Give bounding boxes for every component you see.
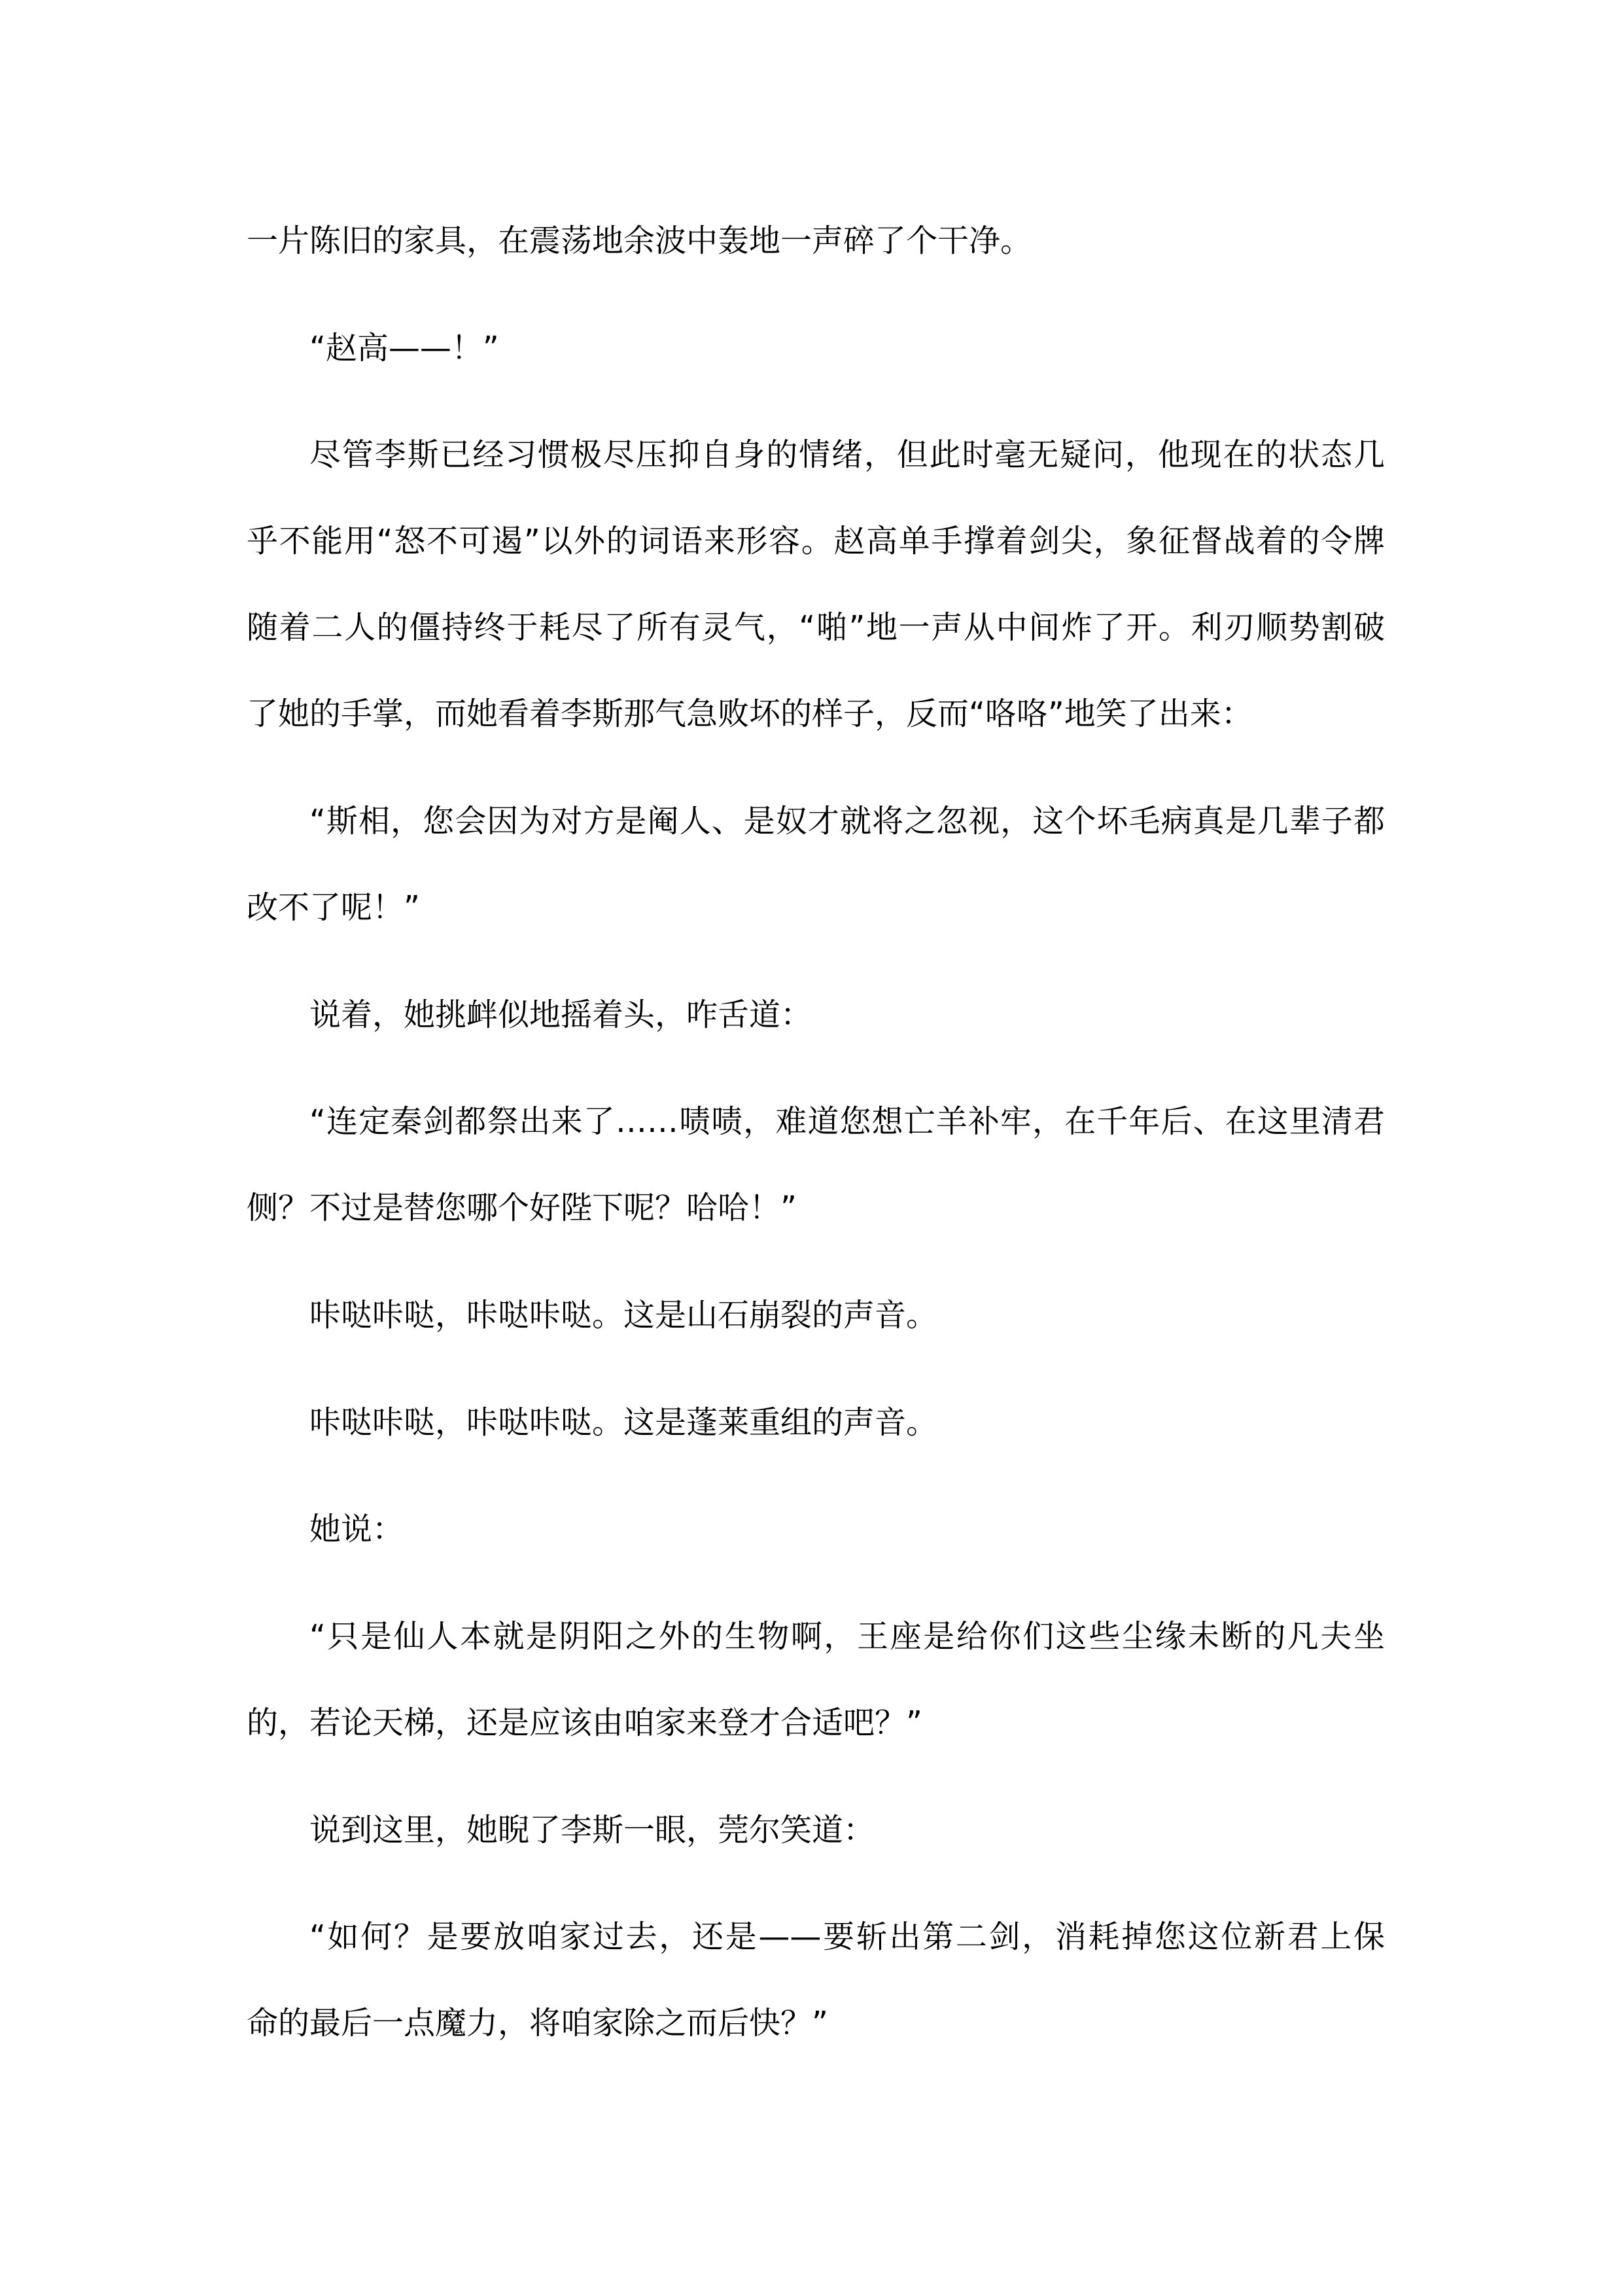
document-page [247, 0, 1385, 2296]
text-line: 她说： [309, 1511, 404, 1547]
text-line: 命的最后一点魔力，将咱家除之而后快？” [247, 2005, 828, 2041]
text-line: 的，若论天梯，还是应该由咱家来登才合适吧？” [247, 1704, 922, 1741]
text-line: 说着，她挑衅似地摇着头，咋舌道： [309, 997, 812, 1033]
text-line: “如何？是要放咱家过去，还是——要斩出第二剑，消耗掉您这位新君上保 [309, 1918, 1385, 1955]
text-line: 乎不能用“怒不可遏”以外的词语来形容。赵高单手撑着剑尖，象征督战着的令牌 [247, 523, 1385, 559]
text-line: 改不了呢！” [247, 889, 420, 926]
text-line: 了她的手掌，而她看着李斯那气急败坏的样子，反而“咯咯”地笑了出来： [247, 696, 1253, 732]
text-line: 一片陈旧的家具，在震荡地余波中轰地一声碎了个干净。 [247, 222, 1032, 259]
text-line: “只是仙人本就是阴阳之外的生物啊，王座是给你们这些尘缘未断的凡夫坐 [309, 1618, 1385, 1655]
text-line: 尽管李斯已经习惯极尽压抑自身的情绪，但此时毫无疑问，他现在的状态几 [309, 436, 1385, 473]
text-line: 侧？不过是替您哪个好陛下呢？哈哈！” [247, 1190, 797, 1226]
text-line: 说到这里，她睨了李斯一眼，莞尔笑道： [309, 1812, 875, 1848]
text-line: 咔哒咔哒，咔哒咔哒。这是蓬莱重组的声音。 [309, 1404, 938, 1441]
text-line: “斯相，您会因为对方是阉人、是奴才就将之忽视，这个坏毛病真是几辈子都 [309, 803, 1385, 839]
text-line: “赵高——！” [309, 330, 499, 366]
text-line: 随着二人的僵持终于耗尽了所有灵气，“啪”地一声从中间炸了开。利刃顺势割破 [247, 609, 1385, 646]
text-line: 咔哒咔哒，咔哒咔哒。这是山石崩裂的声音。 [309, 1297, 938, 1333]
text-line: “连定秦剑都祭出来了……啧啧，难道您想亡羊补牢，在千年后、在这里清君 [309, 1103, 1385, 1140]
